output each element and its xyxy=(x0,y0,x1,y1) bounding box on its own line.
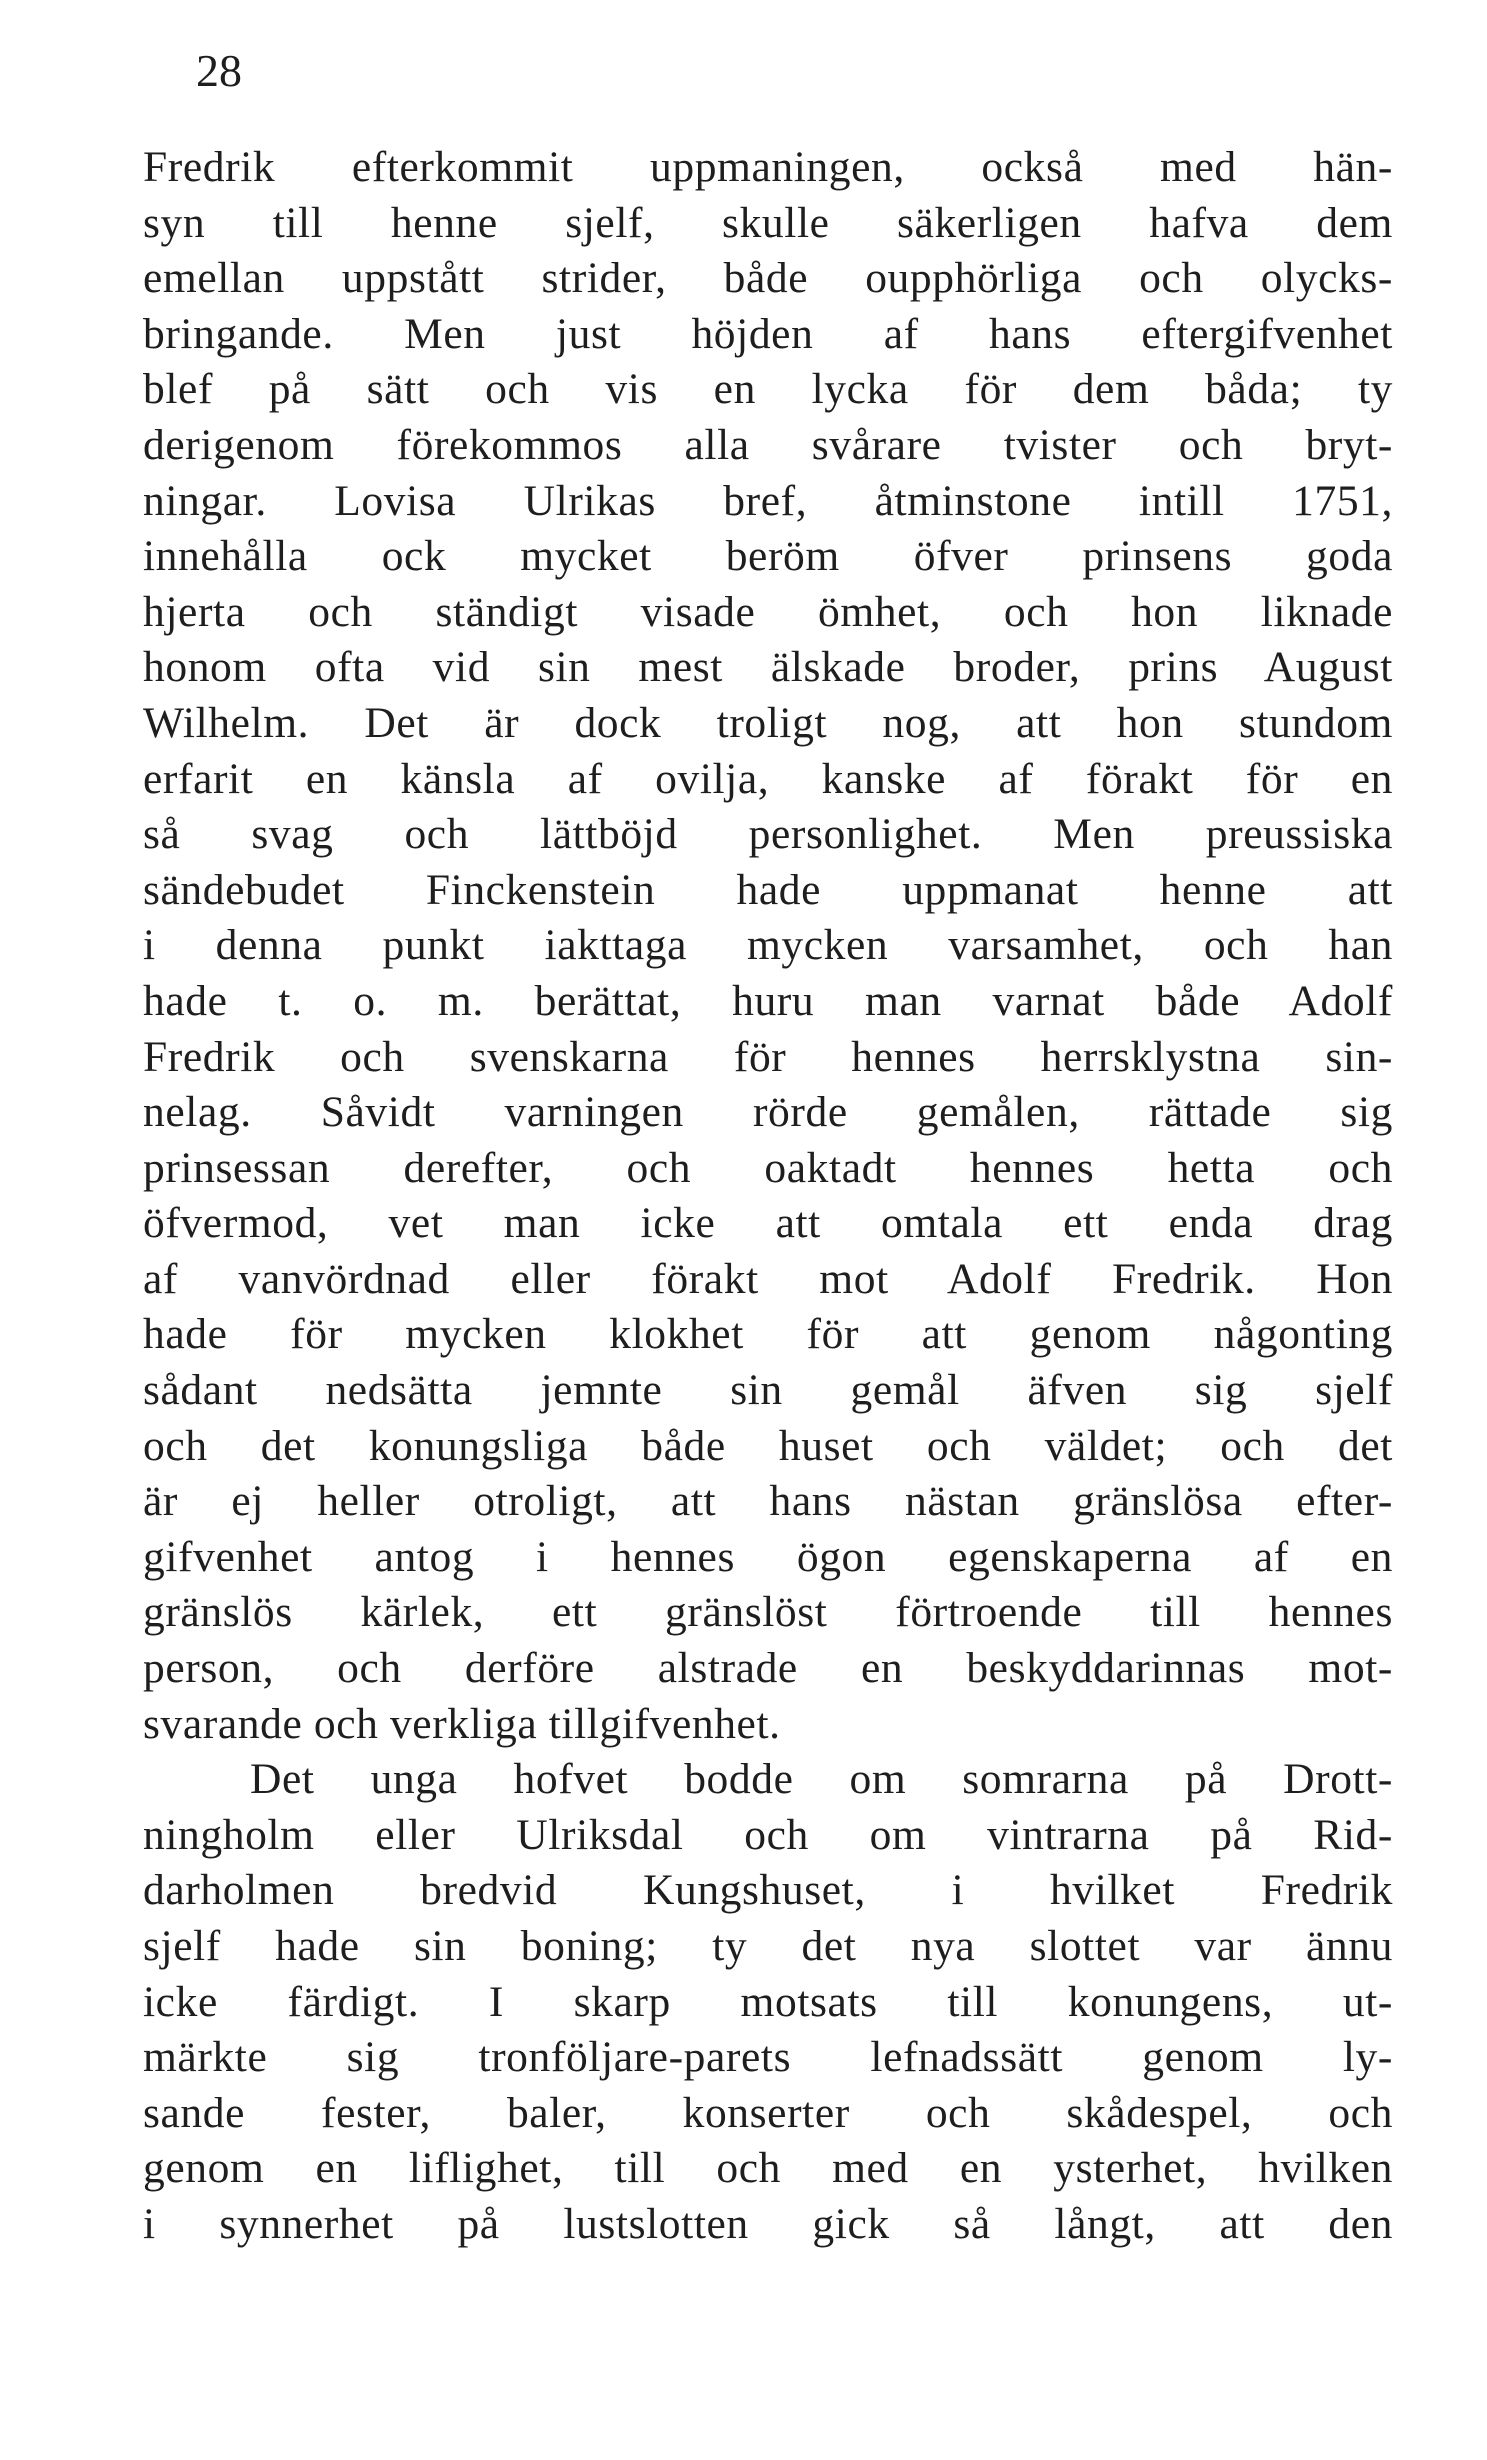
text-line: derigenom förekommos alla svårare tvister och bryt- xyxy=(143,420,1393,469)
body-text xyxy=(143,140,1393,2253)
text-line: och det konungsliga både huset och väldet; och det xyxy=(143,1421,1393,1470)
text-line: i synnerhet på lustslotten gick så långt, att den xyxy=(143,2199,1393,2248)
text-line: öfvermod, vet man icke att omtala ett enda drag xyxy=(143,1199,1393,1248)
text-line: hade t. o. m. berättat, huru man varnat både Adolf xyxy=(143,976,1393,1025)
text-line: är ej heller otroligt, att hans nästan gränslösa efter- xyxy=(143,1477,1393,1526)
text-line: syn till henne sjelf, skulle säkerligen hafva dem xyxy=(143,198,1393,247)
text-line: i denna punkt iakttaga mycken varsamhet, och han xyxy=(143,921,1393,970)
text-line: person, och derföre alstrade en beskyddarinnas mot- xyxy=(143,1644,1393,1693)
text-line: sådant nedsätta jemnte sin gemål äfven sig sjelf xyxy=(143,1366,1393,1415)
text-line: gifvenhet antog i hennes ögon egenskaperna af en xyxy=(143,1532,1393,1581)
text-line: sjelf hade sin boning; ty det nya slottet var ännu xyxy=(143,1922,1393,1970)
text-line: blef på sätt och vis en lycka för dem båda; ty xyxy=(143,365,1393,414)
text-line: prinsessan derefter, och oaktadt hennes hetta och xyxy=(143,1143,1393,1192)
text-line: af vanvördnad eller förakt mot Adolf Fredrik. Hon xyxy=(143,1254,1393,1303)
text-line: ningholm eller Ulriksdal och om vintrarna på Rid- xyxy=(143,1810,1393,1859)
text-line: hade för mycken klokhet för att genom någonting xyxy=(143,1310,1393,1359)
text-line: bringande. Men just höjden af hans eftergifvenhet xyxy=(143,309,1393,358)
text-line: innehålla ock mycket beröm öfver prinsens goda xyxy=(143,532,1393,581)
text-line: sändebudet Finckenstein hade uppmanat henne att xyxy=(143,865,1393,914)
text-line: darholmen bredvid Kungshuset, i hvilket Fredrik xyxy=(143,1866,1393,1915)
text-line: erfarit en känsla af ovilja, kanske af förakt för en xyxy=(143,754,1393,803)
text-line: sande fester, baler, konserter och skådespel, och xyxy=(143,2088,1393,2137)
text-line: märkte sig tronföljare-parets lefnadssätt genom ly- xyxy=(143,2033,1393,2082)
text-line: nelag. Såvidt varningen rörde gemålen, rättade sig xyxy=(143,1088,1393,1137)
text-line: Fredrik och svenskarna för hennes herrsklystna sin- xyxy=(143,1032,1393,1081)
text-line: honom ofta vid sin mest älskade broder, prins August xyxy=(143,643,1393,692)
paragraph-2 xyxy=(143,1752,1393,2252)
text-line: icke färdigt. I skarp motsats till konungens, ut- xyxy=(143,1977,1393,2026)
paragraph-1 xyxy=(143,140,1393,1752)
page-number: 28 xyxy=(196,45,242,96)
text-line: hjerta och ständigt visade ömhet, och hon liknade xyxy=(143,587,1393,636)
text-line: emellan uppstått strider, både oupphörliga och olycks- xyxy=(143,254,1393,303)
text-line: gränslös kärlek, ett gränslöst förtroende till hennes xyxy=(143,1588,1393,1637)
text-line: Wilhelm. Det är dock troligt nog, att hon stundom xyxy=(143,698,1393,747)
text-line: genom en liflighet, till och med en ysterhet, hvilken xyxy=(143,2144,1393,2193)
text-line: Det unga hofvet bodde om somrarna på Drott- xyxy=(250,1755,1393,1804)
text-line: svarande och verkliga tillgifvenhet. xyxy=(143,1699,781,1748)
text-line: Fredrik efterkommit uppmaningen, också med hän- xyxy=(143,143,1393,191)
text-line: ningar. Lovisa Ulrikas bref, åtminstone intill 1751, xyxy=(143,476,1393,525)
text-line: så svag och lättböjd personlighet. Men preussiska xyxy=(143,810,1393,859)
